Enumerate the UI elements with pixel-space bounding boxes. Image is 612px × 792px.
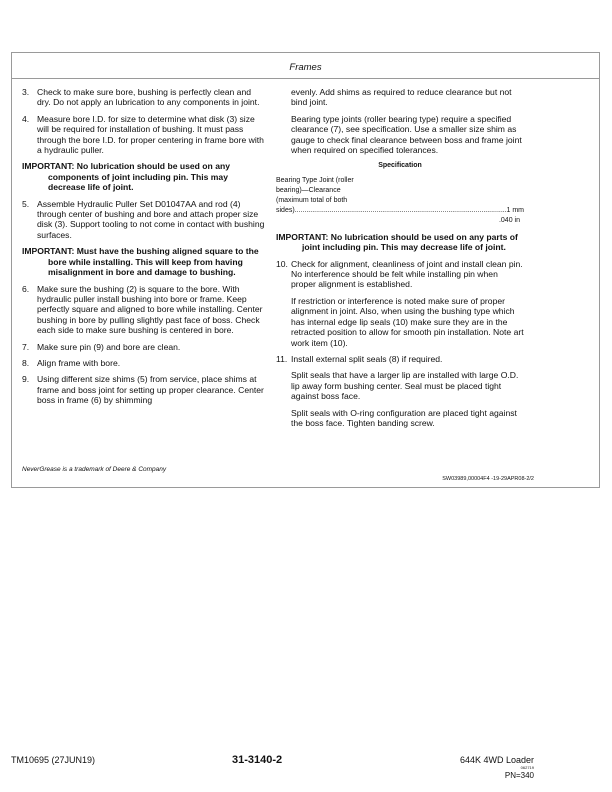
right-column [276, 87, 524, 434]
leader-dots [295, 206, 507, 216]
spec-line: bearing)—Clearance [276, 186, 341, 194]
step-number: 8. [22, 357, 30, 368]
step-11-paragraph: Split seals with O-ring configuration are placed tight against the boss face. Tighten banding screw. [291, 407, 517, 428]
step-11 [276, 354, 524, 364]
important-note-3: IMPORTANT: No lubrication should be used on any parts of joint including pin. This may decrease life of joint. [276, 231, 518, 253]
header-divider [11, 78, 600, 79]
step-4 [22, 114, 266, 156]
step-9 [22, 374, 266, 405]
spec-block [276, 176, 524, 226]
important-note-1: IMPORTANT: No lubrication should be used on any components of joint including pin. This may decrease life of joint. [22, 161, 231, 193]
spec-value-alt: .040 in [498, 216, 520, 224]
step-5 [22, 199, 266, 241]
section-title: Frames [289, 62, 322, 73]
left-column [22, 87, 266, 412]
footer-page-number: 31-3140-2 [232, 754, 283, 766]
step-number: 4. [22, 113, 30, 124]
footer-pn: PN=340 [504, 771, 534, 780]
spec-line: (maximum total of both [276, 196, 348, 204]
step-number: 11. [276, 353, 288, 364]
step-number: 10. [276, 258, 288, 269]
step-text: Check to make sure bore, bushing is perfectly clean and dry. Do not apply an lubrication to any components in joint. [37, 87, 260, 108]
step-text: Install external split seals (8) if required. [291, 353, 443, 364]
step-text: Align frame with bore. [37, 357, 121, 368]
step-11-paragraph: Split seals that have a larger lip are installed with large O.D. lip away form bushing center. Seal must be placed tight against boss face. [291, 370, 519, 402]
spec-value: 1 mm [506, 206, 524, 214]
step-9-continued: evenly. Add shims as required to reduce clearance but not bind joint. [291, 87, 512, 108]
step-number: 9. [22, 374, 30, 385]
spec-title: Specification [378, 162, 422, 170]
step-text: Using different size shims (5) from service, place shims at frame and boss joint for setting up proper clearance. Center boss in frame (6) by shimming [37, 374, 264, 406]
spec-line: Bearing Type Joint (roller [276, 176, 354, 184]
step-text: Assemble Hydraulic Puller Set D01047AA and rod (4) through center of bushing and bore and attach proper size disk (3). Support tooling to not come in contact with bushing surfaces. [37, 198, 265, 240]
footer-manual-id: TM10695 (27JUN19) [11, 755, 96, 765]
step-text: Measure bore I.D. for size to determine what disk (3) size will be required for installation of bushing. It must pass through the bore I.D. for proper centering in frame bore with a hydraulic puller. [37, 113, 264, 156]
step-3 [22, 87, 266, 108]
step-10-paragraph: If restriction or interference is noted make sure of proper alignment in joint. Also, when using the bushing type which has internal edge lip seals (10) make sure they are in the retracted position to allow for smooth pin installation. Note art work item (10). [291, 295, 524, 348]
step-number: 5. [22, 198, 30, 209]
spec-value-row [276, 206, 524, 216]
step-10 [276, 259, 524, 290]
step-number: 6. [22, 283, 30, 294]
step-text: Make sure the bushing (2) is square to the bore. With hydraulic puller install bushing into bore or frame. Keep perfectly square and aligned to bore while installing. Center bushing in bore by pulling slightly past face of boss. Check each side to make sure bushing is centered in bore. [37, 283, 263, 336]
important-note-2: IMPORTANT: Must have the bushing aligned square to the bore while installing. This will keep from having misalignment in bore and damage to bushing. [22, 246, 259, 278]
footer-date-code: 062719 [520, 765, 534, 770]
step-text: Check for alignment, cleanliness of joint and install clean pin. No interference should be felt while installing pin when proper alignment is established. [291, 258, 523, 290]
step-8 [22, 358, 266, 368]
step-7 [22, 342, 266, 352]
trademark-note: NeverGrease is a trademark of Deere & Company [22, 466, 167, 473]
bearing-paragraph: Bearing type joints (roller bearing type) require a specified clearance (7), see specification. Use a smaller size shim as gauge to check final clearance between boss and frame joint when required on specified tolerances. [291, 113, 522, 156]
spec-line: sides) [276, 206, 295, 214]
document-id: SW03989,00004F4 -19-29APR08-2/2 [442, 476, 534, 482]
step-6 [22, 284, 266, 336]
step-number: 3. [22, 87, 30, 97]
step-number: 7. [22, 341, 30, 352]
step-text: Make sure pin (9) and bore are clean. [37, 341, 181, 352]
footer-model: 644K 4WD Loader [459, 755, 534, 765]
